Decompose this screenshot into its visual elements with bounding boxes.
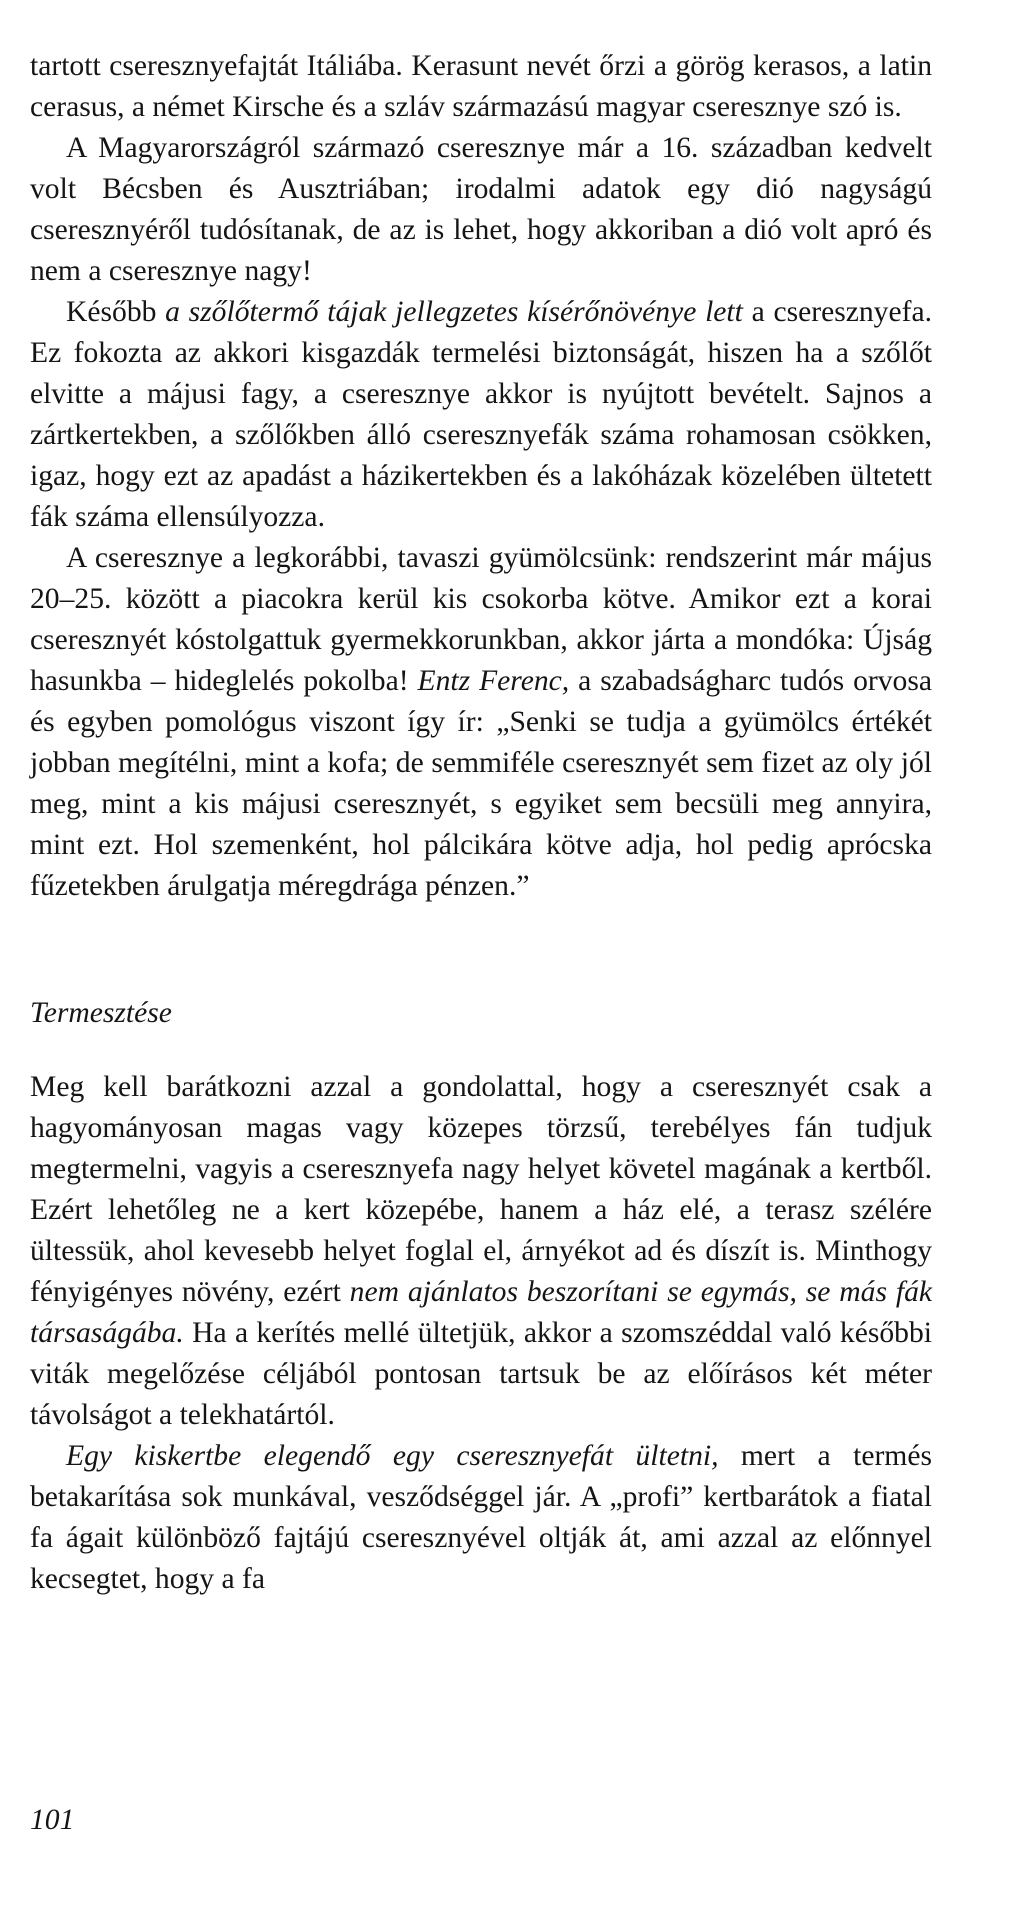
paragraph-vineyard — [30, 292, 932, 538]
intro-text: tartott cseresznyefajtát Itáliába. Kerasunt nevét őrzi a görög kerasos, a latin cerasus, a német Kirsche és a szláv származású magyar cseresznye szó is. — [30, 50, 932, 123]
small-garden-text: mert a termés betakarítása sok munkával, vesződséggel jár. A „profi” kertbarátok a fiatal fa ágait különböző fajtájú cseresznyével oltják át, ami azzal az előnnyel kecsegtet, hogy a fa — [30, 1440, 932, 1595]
cultivation-text-after: Ha a kerítés mellé ültetjük, akkor a szomszéddal való későbbi viták megelőzése céljából pontosan tartsuk be az előírásos két méter távolságot a telekhatártól. — [30, 1317, 932, 1431]
cultivation-text-before: Meg kell barátkozni azzal a gondolattal, hogy a cseresznyét csak a hagyományosan magas vagy közepes törzsű, terebélyes fán tudjuk megtermelni, vagyis a cseresznyefa nagy helyet követel magának a kertből. Ezért lehetőleg ne a kert közepébe, hanem a ház elé, a terasz szélére ültessük, ahol kevesebb helyet foglal el, árnyékot ad és díszít is. Minthogy fényigényes növény, ezért — [30, 1071, 932, 1308]
paragraph-market — [30, 538, 932, 907]
history-text: A Magyarországról származó cseresznye már a 16. században kedvelt volt Bécsben és Ausztriában; irodalmi adatok egy dió nagyságú cseresznyéről tudósítanak, de az is lehet, hogy akkoriban a dió volt apró és nem a cseresznye nagy! — [30, 132, 932, 287]
paragraph-small-garden — [30, 1436, 932, 1600]
paragraph-history — [30, 128, 932, 292]
vineyard-text-after: a cseresznyefa. Ez fokozta az akkori kisgazdák termelési biztonságát, hiszen ha a szőlőt elvitte a májusi fagy, a cseresznye akkor is nyújtott bevételt. Sajnos a zártkertekben, a szőlőkben álló cseresznyefák száma rohamosan csökken, igaz, hogy ezt az apadást a házikertekben és a lakóházak közelében ültetett fák száma ellensúlyozza. — [30, 296, 932, 533]
section-heading: Termesztése — [30, 997, 172, 1029]
page-number: 101 — [30, 1804, 75, 1836]
paragraph-intro — [30, 46, 932, 128]
vineyard-text-before: Később — [66, 296, 166, 328]
market-text-after: a szabadságharc tudós orvosa és egyben pomológus viszont így ír: „Senki se tudja a gyümölcs értékét jobban megítélni, mint a kofa; de semmiféle cseresznyét sem fizet az oly jól meg, mint a kis májusi cseresznyét, s egyiket sem becsüli meg annyira, mint ezt. Hol szemenként, hol pálcikára kötve adja, hol pedig aprócska fűzetekben árulgatja méregdrága pénzen.” — [30, 665, 932, 902]
paragraph-cultivation — [30, 1067, 932, 1436]
market-text-before: A cseresznye a legkorábbi, tavaszi gyümölcsünk: rendszerint már május 20–25. között a piacokra kerül kis csokorba kötve. Amikor ezt a korai cseresznyét kóstolgattuk gyermekkorunkban, akkor járta a mondóka: Újság hasunkba – hideglelés pokolba! — [30, 542, 932, 697]
author-name: Entz Ferenc, — [417, 665, 570, 697]
cultivation-emphasis: nem ajánlatos beszorítani se egymás, se más fák társaságába. — [30, 1276, 932, 1349]
vineyard-emphasis: a szőlőtermő tájak jellegzetes kísérőnövénye lett — [165, 296, 743, 328]
small-garden-emphasis: Egy kiskertbe elegendő egy cseresznyefát ültetni, — [66, 1440, 719, 1472]
